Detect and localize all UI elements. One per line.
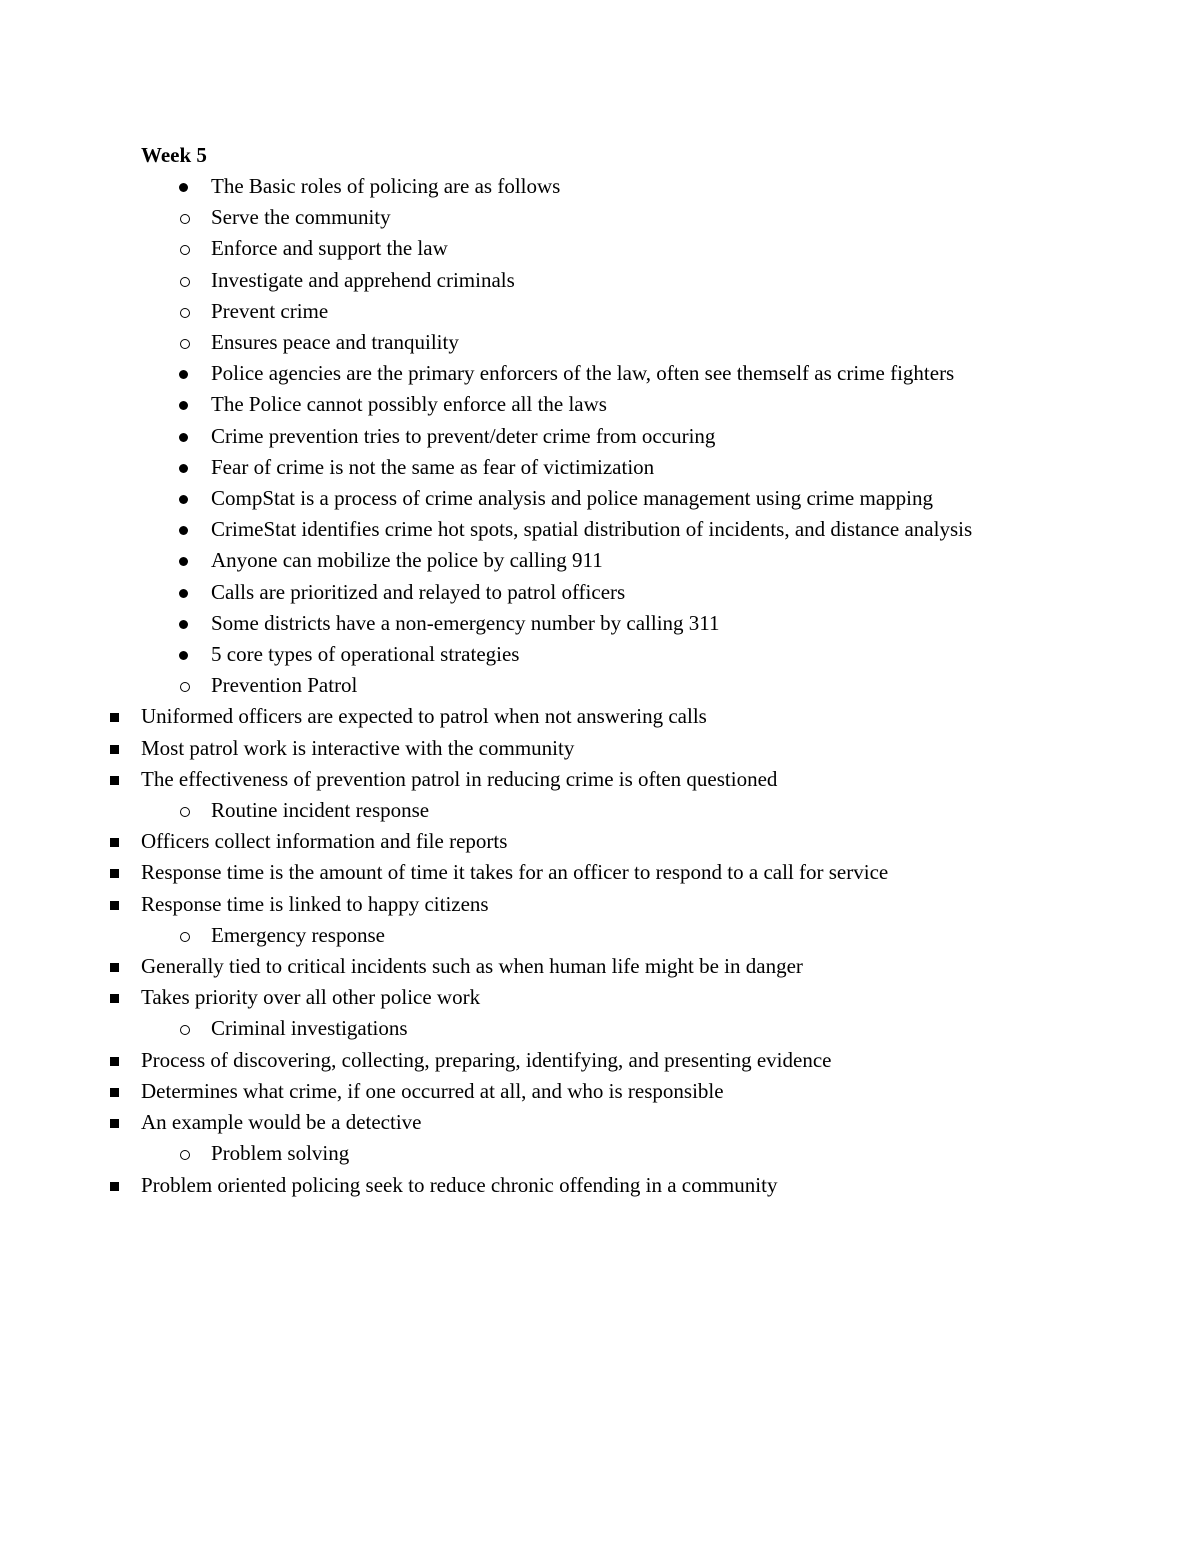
list-item [141, 577, 1061, 608]
nested-list-container [71, 951, 1061, 1013]
bullet-circle-icon [180, 339, 190, 349]
sub-list-item [71, 795, 1061, 826]
sub-list-item [71, 327, 1061, 358]
sub-list-item [71, 202, 1061, 233]
sub-sub-list-item [0, 701, 1061, 732]
bullet-marker [71, 764, 141, 795]
list-item [141, 483, 1061, 514]
bullet-marker [141, 202, 211, 233]
list-item [141, 358, 1061, 389]
sub-sub-list-item [0, 764, 1061, 795]
bullet-square-icon [110, 901, 119, 910]
bullet-square-icon [110, 994, 119, 1003]
bullet-circle-icon [180, 308, 190, 318]
bullet-marker [141, 327, 211, 358]
nested-list-container [71, 1045, 1061, 1139]
bullet-circle-icon [180, 214, 190, 224]
nested-list [0, 1170, 1061, 1201]
bullet-dot-icon [179, 464, 188, 473]
bullet-dot-icon [179, 589, 188, 598]
nested-list-container [141, 670, 1061, 1200]
bullet-marker [71, 826, 141, 857]
list-item-text: Problem oriented policing seek to reduce chronic offending in a community [141, 1172, 778, 1197]
bullet-dot-icon [179, 651, 188, 660]
list-item-text: Serve the community [211, 205, 391, 230]
bullet-circle-icon [180, 682, 190, 692]
bullet-marker [71, 1107, 141, 1138]
bullet-square-icon [110, 869, 119, 878]
bullet-marker [141, 1138, 211, 1169]
bullet-dot-icon [179, 370, 188, 379]
list-item [141, 514, 1061, 545]
page-title: Week 5 [141, 143, 207, 167]
sub-sub-list-item [0, 733, 1061, 764]
list-item-text: Crime prevention tries to prevent/deter crime from occuring [211, 423, 716, 448]
list-item-text: Police agencies are the primary enforcers of the law, often see themself as crime fighters [211, 361, 955, 386]
list-item-text: Prevention Patrol [211, 673, 358, 698]
list-item-text: Problem solving [211, 1141, 350, 1166]
list-item-text: 5 core types of operational strategies [211, 642, 520, 667]
list-item-text: The Basic roles of policing are as follows [211, 174, 561, 198]
bullet-marker [141, 670, 211, 701]
sub-sub-list-item [0, 1045, 1061, 1076]
bullet-marker [141, 389, 211, 420]
sub-list-item [71, 920, 1061, 951]
nested-list [0, 826, 1061, 920]
sub-sub-list-item [0, 951, 1061, 982]
list-item [141, 171, 1061, 202]
bullet-marker [71, 1170, 141, 1201]
bullet-circle-icon [180, 1150, 190, 1160]
bullet-marker [71, 857, 141, 888]
list-item [141, 452, 1061, 483]
bullet-square-icon [110, 1119, 119, 1128]
bullet-marker [141, 545, 211, 576]
list-item-text: Uniformed officers are expected to patrol when not answering calls [141, 704, 707, 729]
list-item-text: Officers collect information and file reports [141, 829, 508, 854]
bullet-square-icon [110, 1088, 119, 1097]
bullet-square-icon [110, 838, 119, 847]
bullet-marker [141, 920, 211, 951]
bullet-dot-icon [179, 183, 188, 192]
bullet-list [141, 171, 1061, 1201]
list-item-text: Enforce and support the law [211, 236, 448, 261]
bullet-square-icon [110, 1182, 119, 1191]
sub-sub-list-item [0, 982, 1061, 1013]
list-item-text: Process of discovering, collecting, preparing, identifying, and presenting evidence [141, 1047, 832, 1072]
list-item-text: Fear of crime is not the same as fear of victimization [211, 454, 655, 479]
nested-list [0, 1045, 1061, 1139]
bullet-dot-icon [179, 401, 188, 410]
nested-list-container [71, 701, 1061, 795]
list-item-text: The effectiveness of prevention patrol in reducing crime is often questioned [141, 766, 778, 791]
bullet-circle-icon [180, 807, 190, 817]
list-item-text: Anyone can mobilize the police by calling 911 [211, 548, 603, 573]
bullet-marker [71, 1076, 141, 1107]
list-item-text: Takes priority over all other police work [141, 985, 481, 1010]
nested-list [71, 202, 1061, 358]
nested-list [0, 701, 1061, 795]
sub-list-item [71, 233, 1061, 264]
list-item-text: Ensures peace and tranquility [211, 330, 459, 355]
list-item-text: CompStat is a process of crime analysis and police management using crime mapping [211, 486, 933, 511]
sub-list-item [71, 670, 1061, 701]
bullet-marker [141, 452, 211, 483]
list-item-text: Generally tied to critical incidents such as when human life might be in danger [141, 954, 803, 979]
list-item-text: An example would be a detective [141, 1110, 422, 1135]
bullet-marker [71, 889, 141, 920]
list-item-text: Criminal investigations [211, 1016, 408, 1041]
bullet-dot-icon [179, 526, 188, 535]
bullet-marker [141, 1013, 211, 1044]
bullet-square-icon [110, 1057, 119, 1066]
bullet-dot-icon [179, 557, 188, 566]
bullet-marker [141, 639, 211, 670]
list-item [141, 545, 1061, 576]
list-item [141, 421, 1061, 452]
sub-list-item [71, 1013, 1061, 1044]
bullet-circle-icon [180, 245, 190, 255]
list-item-text: Most patrol work is interactive with the community [141, 735, 575, 760]
bullet-marker [141, 421, 211, 452]
bullet-marker [141, 514, 211, 545]
sub-sub-list-item [0, 857, 1061, 888]
sub-sub-list-item [0, 1170, 1061, 1201]
bullet-marker [141, 795, 211, 826]
sub-sub-list-item [0, 1076, 1061, 1107]
bullet-marker [141, 483, 211, 514]
bullet-dot-icon [179, 495, 188, 504]
nested-list [71, 670, 1061, 1200]
nested-list-container [71, 826, 1061, 920]
document-content [141, 140, 1061, 1201]
list-item-text: Calls are prioritized and relayed to patrol officers [211, 579, 626, 604]
sub-sub-list-item [0, 826, 1061, 857]
bullet-circle-icon [180, 277, 190, 287]
bullet-marker [141, 358, 211, 389]
sub-list-item [71, 296, 1061, 327]
sub-list-item [71, 265, 1061, 296]
sub-list-item [71, 1138, 1061, 1169]
sub-sub-list-item [0, 889, 1061, 920]
bullet-circle-icon [180, 932, 190, 942]
bullet-marker [71, 701, 141, 732]
bullet-square-icon [110, 776, 119, 785]
list-item-text: Response time is the amount of time it takes for an officer to respond to a call for service [141, 860, 889, 885]
list-item [141, 389, 1061, 420]
bullet-square-icon [110, 963, 119, 972]
sub-sub-list-item [0, 1107, 1061, 1138]
bullet-dot-icon [179, 620, 188, 629]
nested-list-container [71, 1170, 1061, 1201]
list-item-text: CrimeStat identifies crime hot spots, spatial distribution of incidents, and distance analysis [211, 517, 973, 542]
bullet-marker [141, 608, 211, 639]
list-item-text: Prevent crime [211, 298, 329, 323]
bullet-dot-icon [179, 433, 188, 442]
list-item [141, 639, 1061, 670]
bullet-marker [141, 265, 211, 296]
bullet-circle-icon [180, 1025, 190, 1035]
bullet-marker [71, 951, 141, 982]
bullet-marker [71, 1045, 141, 1076]
nested-list-container [141, 202, 1061, 358]
bullet-square-icon [110, 713, 119, 722]
list-item-text: Some districts have a non-emergency number by calling 311 [211, 610, 720, 635]
list-item-text: Emergency response [211, 922, 385, 947]
bullet-marker [141, 296, 211, 327]
nested-list [0, 951, 1061, 1013]
bullet-square-icon [110, 745, 119, 754]
list-item-text: Investigate and apprehend criminals [211, 267, 515, 292]
bullet-marker [71, 982, 141, 1013]
bullet-marker [141, 577, 211, 608]
list-item [141, 608, 1061, 639]
list-item-text: Response time is linked to happy citizens [141, 891, 489, 916]
list-item-text: Routine incident response [211, 798, 430, 823]
bullet-marker [71, 733, 141, 764]
list-item-text: The Police cannot possibly enforce all the laws [211, 392, 607, 417]
bullet-marker [141, 233, 211, 264]
list-item-text: Determines what crime, if one occurred at all, and who is responsible [141, 1078, 724, 1103]
bullet-marker [141, 171, 211, 202]
